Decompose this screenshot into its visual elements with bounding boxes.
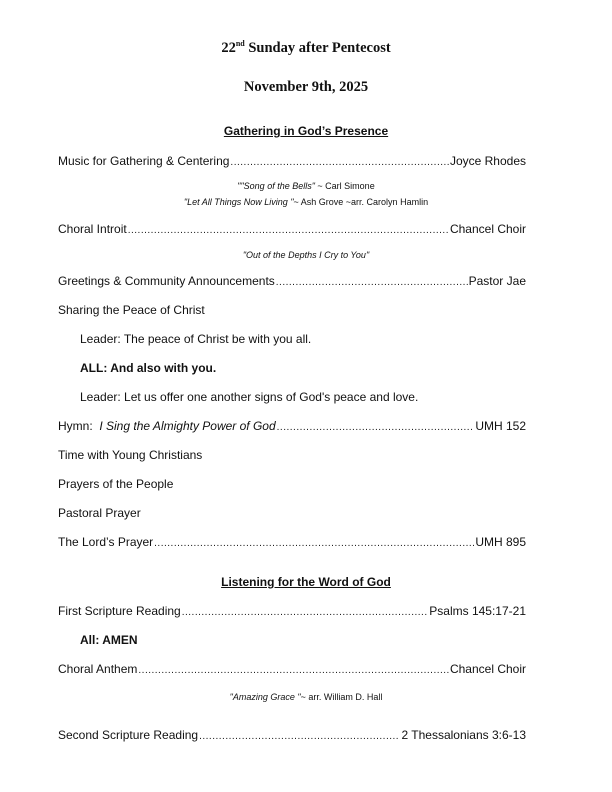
dot-leader bbox=[277, 422, 475, 433]
service-date: November 9th, 2025 bbox=[243, 79, 369, 95]
hymn-number: UMH 152 bbox=[475, 419, 526, 433]
anthem-note-credit: ~ arr. William D. Hall bbox=[300, 692, 383, 702]
first-reading-ref: Psalms 145:17-21 bbox=[429, 604, 526, 618]
introit-note bbox=[0, 250, 612, 260]
order-row-second-reading bbox=[58, 728, 526, 742]
anthem-note bbox=[0, 692, 612, 702]
dot-leader bbox=[128, 225, 449, 236]
young-christians: Time with Young Christians bbox=[58, 448, 203, 462]
ordinal-number: 22 bbox=[221, 40, 236, 56]
introit-leader-name: Chancel Choir bbox=[449, 222, 526, 236]
music-note-2-credit: ~ Ash Grove ~arr. Carolyn Hamlin bbox=[293, 197, 429, 207]
pastoral-prayer: Pastoral Prayer bbox=[58, 506, 141, 520]
section-heading-gathering: Gathering in God’s Presence bbox=[223, 124, 389, 138]
title-rest: Sunday after Pentecost bbox=[244, 40, 391, 56]
order-row-first-reading bbox=[58, 604, 526, 618]
music-note-1-title: ""Song of the Bells" bbox=[237, 181, 315, 191]
anthem-leader-name: Chancel Choir bbox=[449, 662, 526, 676]
all-response-1: ALL: And also with you. bbox=[80, 361, 217, 375]
order-row-anthem bbox=[58, 662, 526, 676]
second-reading-label: Second Scripture Reading bbox=[58, 728, 199, 742]
ordinal-suffix: nd bbox=[235, 39, 245, 49]
dot-leader bbox=[138, 665, 449, 676]
order-row-music bbox=[58, 154, 526, 168]
hymn-label bbox=[58, 419, 276, 433]
section-heading-listening: Listening for the Word of God bbox=[221, 575, 391, 589]
introit-label: Choral Introit bbox=[58, 222, 127, 236]
prayers-of-people: Prayers of the People bbox=[58, 477, 174, 491]
first-reading-label: First Scripture Reading bbox=[58, 604, 181, 618]
dot-leader bbox=[154, 538, 474, 549]
order-row-hymn bbox=[58, 419, 526, 433]
peace-heading: Sharing the Peace of Christ bbox=[58, 303, 205, 317]
greetings-leader-name: Pastor Jae bbox=[468, 274, 526, 288]
lords-prayer-label: The Lord’s Prayer bbox=[58, 535, 154, 549]
leader-line-1: Leader: The peace of Christ be with you all. bbox=[80, 332, 312, 346]
dot-leader bbox=[182, 607, 429, 618]
dot-leader bbox=[276, 277, 468, 288]
greetings-label: Greetings & Community Announcements bbox=[58, 274, 275, 288]
music-leader-name: Joyce Rhodes bbox=[449, 154, 526, 168]
hymn-prefix: Hymn: bbox=[58, 419, 100, 433]
music-note-1 bbox=[0, 181, 612, 191]
music-note-2-title: "Let All Things Now Living " bbox=[183, 197, 294, 207]
order-row-lords-prayer bbox=[58, 535, 526, 549]
introit-note-title: "Out of the Depths I Cry to You" bbox=[242, 250, 370, 260]
second-reading-ref: 2 Thessalonians 3:6-13 bbox=[401, 728, 526, 742]
amen-response: All: AMEN bbox=[80, 633, 138, 647]
lords-prayer-number: UMH 895 bbox=[475, 535, 526, 549]
music-label: Music for Gathering & Centering bbox=[58, 154, 230, 168]
page-title bbox=[0, 40, 612, 57]
music-note-2 bbox=[0, 197, 612, 207]
order-row-greetings bbox=[58, 274, 526, 288]
anthem-note-title: "Amazing Grace " bbox=[229, 692, 301, 702]
music-note-1-credit: ~ Carl Simone bbox=[314, 181, 375, 191]
order-row-introit bbox=[58, 222, 526, 236]
leader-line-2: Leader: Let us offer one another signs of God's peace and love. bbox=[80, 390, 419, 404]
anthem-label: Choral Anthem bbox=[58, 662, 138, 676]
dot-leader bbox=[230, 157, 449, 168]
hymn-title: I Sing the Almighty Power of God bbox=[99, 419, 276, 433]
dot-leader bbox=[199, 731, 400, 742]
